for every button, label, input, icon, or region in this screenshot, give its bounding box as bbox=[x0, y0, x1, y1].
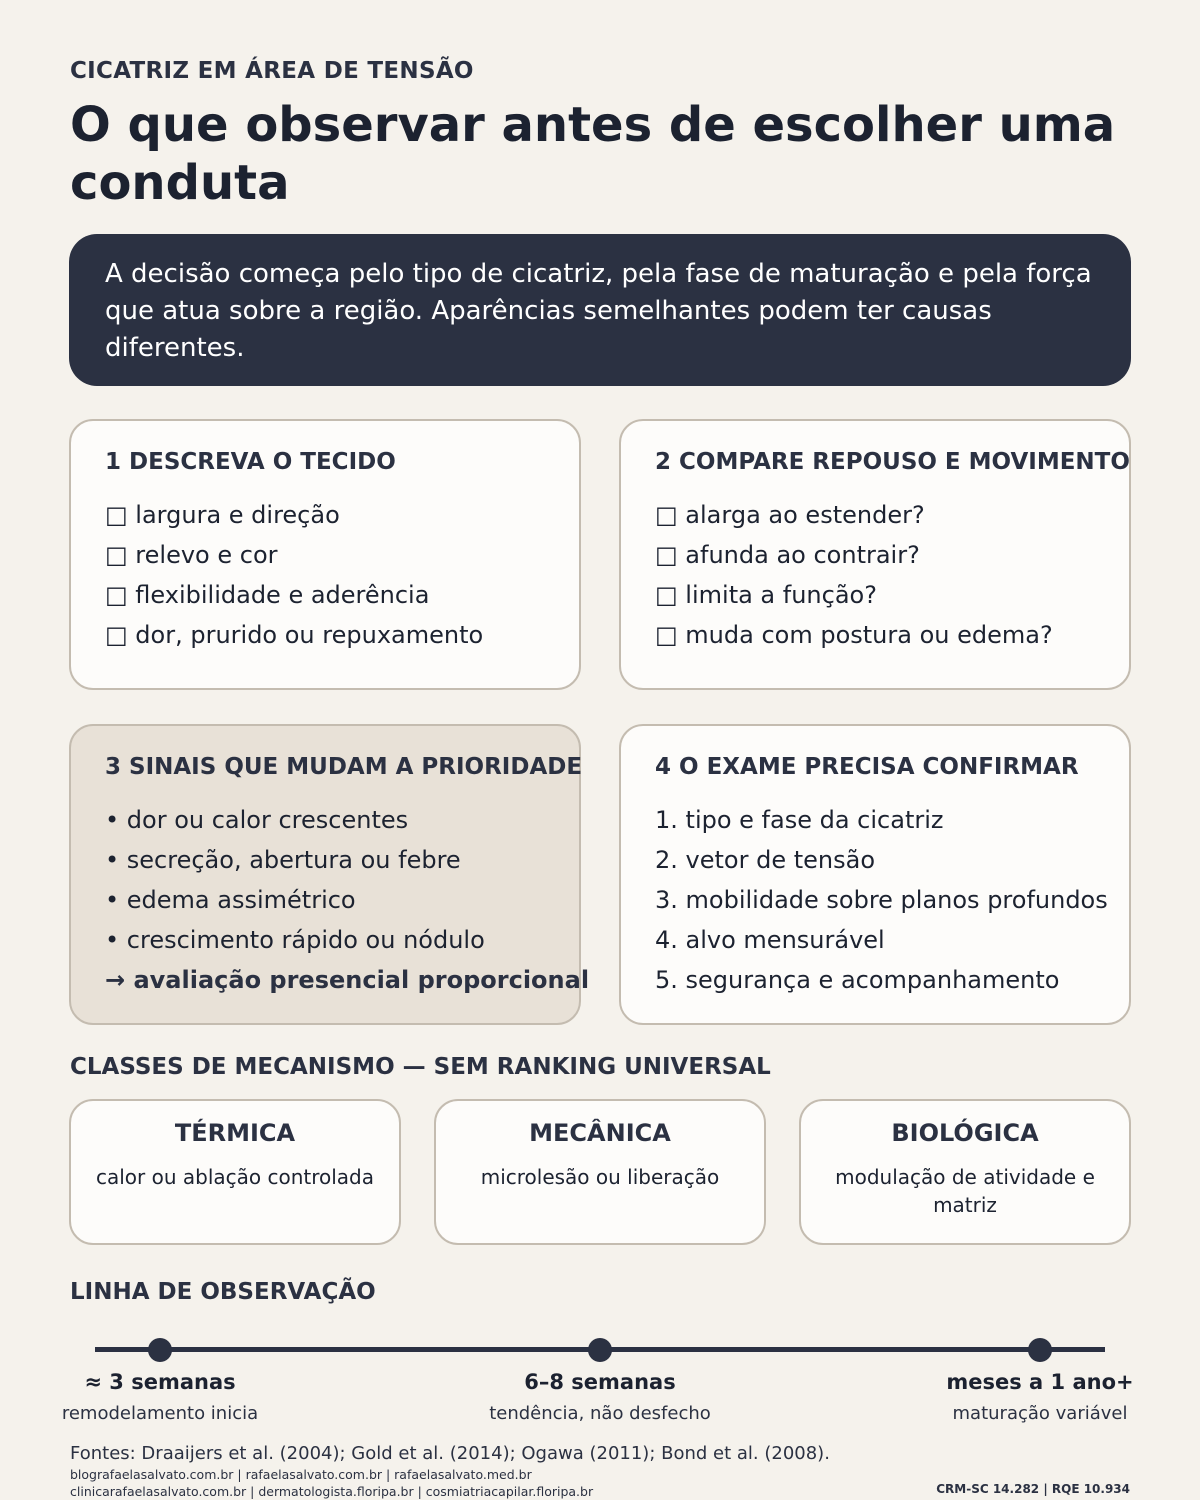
mechanism-title: BIOLÓGICA bbox=[891, 1119, 1039, 1147]
timeline-sub: remodelamento inicia bbox=[61, 1403, 259, 1424]
sources: Fontes: Draaijers et al. (2004); Gold et al. (2014); Ogawa (2011); Bond et al. (2008). bbox=[70, 1443, 830, 1464]
timeline-label: meses a 1 ano+ bbox=[946, 1370, 1134, 1394]
mechanism-desc: modulação de atividade e matriz bbox=[835, 1165, 1095, 1217]
card-title: 3 SINAIS QUE MUDAM A PRIORIDADE bbox=[105, 754, 583, 780]
mechanism-biological bbox=[799, 1099, 1131, 1245]
list-item: □ dor, prurido ou repuxamento bbox=[105, 621, 484, 649]
intro-banner bbox=[69, 234, 1131, 386]
card-describe-tissue bbox=[69, 419, 581, 690]
card-title: 4 O EXAME PRECISA CONFIRMAR bbox=[655, 754, 1079, 780]
list-item: • dor ou calor crescentes bbox=[105, 806, 409, 834]
list-item: • secreção, abertura ou febre bbox=[105, 846, 461, 874]
eyebrow: CICATRIZ EM ÁREA DE TENSÃO bbox=[70, 58, 474, 84]
timeline-sub: tendência, não desfecho bbox=[489, 1403, 711, 1424]
mechanism-title: TÉRMICA bbox=[174, 1119, 296, 1147]
numbered-list bbox=[655, 800, 1108, 1000]
timeline-dot bbox=[588, 1338, 612, 1362]
list-item: □ largura e direção bbox=[105, 501, 340, 529]
card-exam-confirm bbox=[619, 724, 1131, 1025]
card-title: 2 COMPARE REPOUSO E MOVIMENTO bbox=[655, 449, 1130, 475]
mechanisms-title: CLASSES DE MECANISMO — SEM RANKING UNIVERSAL bbox=[70, 1054, 771, 1080]
checklist bbox=[105, 495, 483, 655]
sites-line: clinicarafaelasalvato.com.br | dermatologista.floripa.br | cosmiatriacapilar.floripa.br bbox=[70, 1484, 594, 1499]
list-item: 2. vetor de tensão bbox=[655, 846, 875, 874]
mechanism-thermal bbox=[69, 1099, 401, 1245]
card-compare-rest-movement bbox=[619, 419, 1131, 690]
list-item: □ limita a função? bbox=[655, 581, 877, 609]
card-title: 1 DESCREVA O TECIDO bbox=[105, 449, 396, 475]
card-priority-signs bbox=[69, 724, 590, 1025]
timeline-label: 6–8 semanas bbox=[524, 1370, 676, 1394]
list-item: • edema assimétrico bbox=[105, 886, 356, 914]
timeline-dot bbox=[1028, 1338, 1052, 1362]
list-item: 1. tipo e fase da cicatriz bbox=[655, 806, 944, 834]
intro-text: A decisão começa pelo tipo de cicatriz, pela fase de maturação e pela força que atua sobre a região. Aparências semelhantes podem ter causas diferentes. bbox=[105, 259, 1092, 363]
timeline-title: LINHA DE OBSERVAÇÃO bbox=[70, 1279, 376, 1305]
list-item: □ relevo e cor bbox=[105, 541, 278, 569]
list-item: 4. alvo mensurável bbox=[655, 926, 885, 954]
checklist bbox=[655, 495, 1053, 655]
mechanism-title: MECÂNICA bbox=[529, 1119, 671, 1147]
mechanism-desc: calor ou ablação controlada bbox=[95, 1165, 375, 1189]
bullet-list bbox=[105, 800, 589, 1000]
sites-line: blografaelasalvato.com.br | rafaelasalvato.com.br | rafaelasalvato.med.br bbox=[70, 1467, 532, 1482]
list-item: 3. mobilidade sobre planos profundos bbox=[655, 886, 1108, 914]
timeline-label: ≈ 3 semanas bbox=[84, 1370, 236, 1394]
list-item: □ muda com postura ou edema? bbox=[655, 621, 1053, 649]
mechanism-mechanical bbox=[434, 1099, 766, 1245]
timeline-dot bbox=[148, 1338, 172, 1362]
list-item: □ afunda ao contrair? bbox=[655, 541, 920, 569]
timeline-sub: maturação variável bbox=[952, 1403, 1128, 1424]
mechanism-desc: microlesão ou liberação bbox=[480, 1165, 720, 1189]
crm-registration: CRM-SC 14.282 | RQE 10.934 bbox=[936, 1482, 1130, 1496]
page-title: O que observar antes de escolher uma conduta bbox=[70, 97, 1116, 211]
list-item: • crescimento rápido ou nódulo bbox=[105, 926, 485, 954]
list-item: □ flexibilidade e aderência bbox=[105, 581, 430, 609]
list-item: □ alarga ao estender? bbox=[655, 501, 925, 529]
emphasis-item: → avaliação presencial proporcional bbox=[105, 966, 590, 994]
list-item: 5. segurança e acompanhamento bbox=[655, 966, 1060, 994]
